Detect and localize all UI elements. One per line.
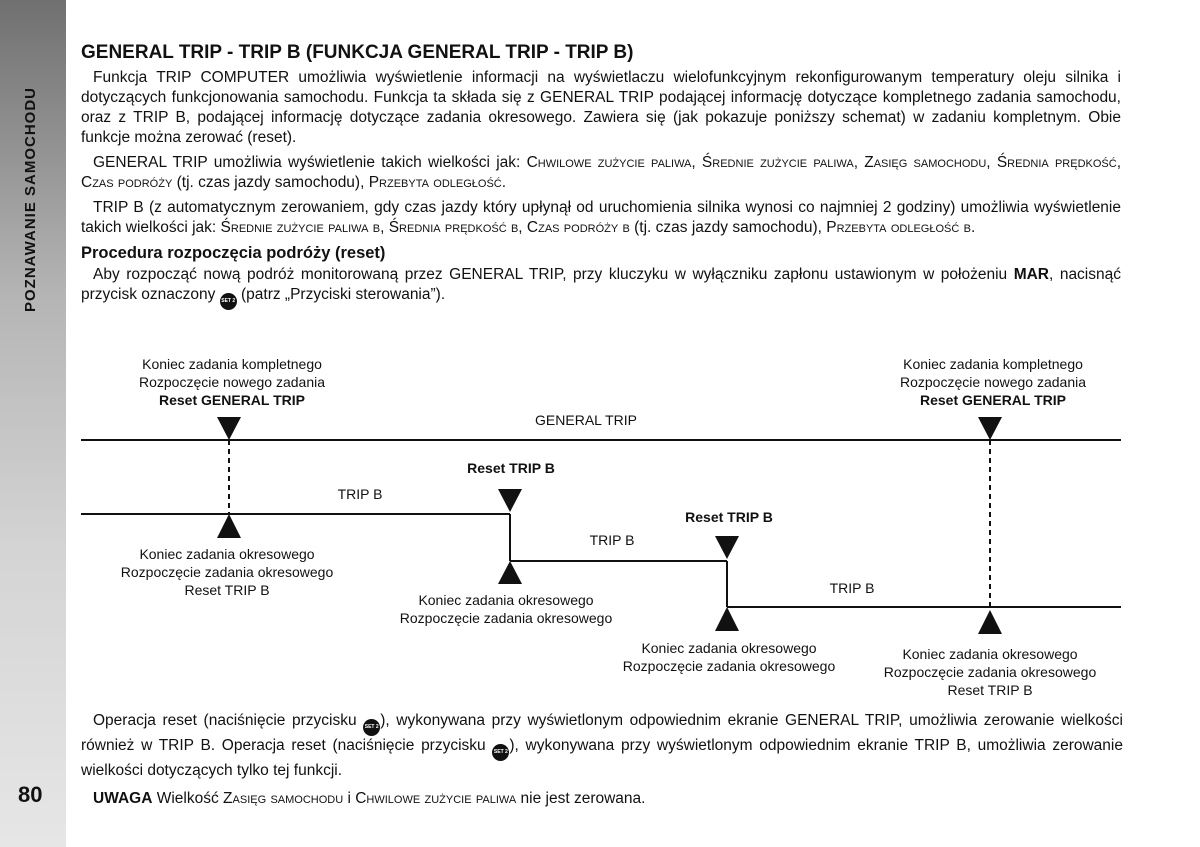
label-trip-b-1: TRIP B <box>337 486 383 502</box>
arrow-up-left <box>217 514 241 538</box>
paragraph-general-trip: GENERAL TRIP umożliwia wyświetlenie takich wielkości jak: Chwilowe zużycie paliwa, Średnie zużycie paliwa, Zasięg samochodu, Średnia prędkość, Czas podróży (tj. czas jazdy samochodu), Przebyta odległość. <box>81 154 1121 191</box>
label-trip-b-3: TRIP B <box>829 580 875 596</box>
label-top-right: Koniec zadania kompletnego Rozpoczęcie nowego zadania Reset GENERAL TRIP <box>899 356 1087 408</box>
arrow-down-reset-b1 <box>498 489 522 512</box>
label-general-trip: GENERAL TRIP <box>535 412 637 428</box>
arrow-down-general-right <box>978 417 1002 440</box>
label-reset-trip-b-2: Reset TRIP B <box>685 509 773 525</box>
set-2-button-icon: SET 2 <box>363 719 380 736</box>
label-below-2: Koniec zadania okresowego Rozpoczęcie zadania okresowego <box>399 592 613 626</box>
arrow-down-general-left <box>217 417 241 440</box>
label-below-1: Koniec zadania okresowego Rozpoczęcie zadania okresowego Reset TRIP B <box>120 546 334 598</box>
set-2-button-icon: SET 2 <box>492 744 509 761</box>
paragraph-reset-operation: Operacja reset (naciśnięcie przycisku SET 2), wykonywana przy wyświetlonym odpowiednim ekranie GENERAL TRIP, umożliwia zerowanie wielkości również w TRIP B. Operacja reset (naciśnięcie przycisku SET 2), wykonywana przy wyświetlonym odpowiednim ekranie TRIP B, umożliwia zerowanie wielkości dotyczących tylko tej funkcji. <box>81 712 1123 779</box>
arrow-down-reset-b2 <box>715 536 739 559</box>
paragraph-intro: Funkcja TRIP COMPUTER umożliwia wyświetlenie informacji na wyświetlaczu wielofunkcyjnym rekonfigurowanym temperatury oleju silnika i dotyczących funkcjonowania samochodu. Funkcja ta składa się z GENERAL TRIP podającej informację dotyczące kompletnego zadania samochodu, oraz z TRIP B, podającej informację dotyczące zadania okresowego. Zawiera się (jak pokazuje poniższy schemat) w zadaniu kompletnym. Obie funkcje można zerować (reset). <box>81 69 1121 146</box>
page-number: 80 <box>18 782 43 807</box>
label-reset-trip-b-1: Reset TRIP B <box>467 460 555 476</box>
section-label: POZNAWANIE SAMOCHODU <box>22 86 39 312</box>
reset-explanation <box>81 711 1123 786</box>
paragraph-procedure: Aby rozpocząć nową podróż monitorowaną przez GENERAL TRIP, przy kluczyku w wyłączniku zapłonu ustawionym w położeniu MAR, nacisnąć przycisk oznaczony SET 2 (patrz „Przyciski sterowania”). <box>81 265 1121 310</box>
label-top-left: Koniec zadania kompletnego Rozpoczęcie nowego zadania Reset GENERAL TRIP <box>138 356 326 408</box>
label-below-4: Koniec zadania okresowego Rozpoczęcie zadania okresowego Reset TRIP B <box>883 646 1097 698</box>
arrow-up-right <box>978 610 1002 634</box>
arrow-up-step1 <box>498 561 522 584</box>
subheading-reset: Procedura rozpoczęcia podróży (reset) <box>81 244 386 262</box>
set-2-button-icon: SET 2 <box>220 293 237 310</box>
paragraph-trip-b: TRIP B (z automatycznym zerowaniem, gdy czas jazdy który upłynął od uruchomienia silnika wynosi co najmniej 2 godziny) umożliwia wyświetlenie takich wielkości jak: Średnie zużycie paliwa b, Średnia prędkość b, Czas podróży b (tj. czas jazdy samochodu), Przebyta odległość b. <box>81 199 1121 236</box>
page-title: GENERAL TRIP - TRIP B (FUNKCJA GENERAL TRIP - TRIP B) <box>81 42 634 63</box>
note-uwaga: UWAGA Wielkość Zasięg samochodu i Chwilowe zużycie paliwa nie jest zerowana. <box>93 790 646 807</box>
label-trip-b-2: TRIP B <box>589 532 635 548</box>
label-below-3: Koniec zadania okresowego Rozpoczęcie zadania okresowego <box>622 640 836 674</box>
arrow-up-step2 <box>715 607 739 631</box>
